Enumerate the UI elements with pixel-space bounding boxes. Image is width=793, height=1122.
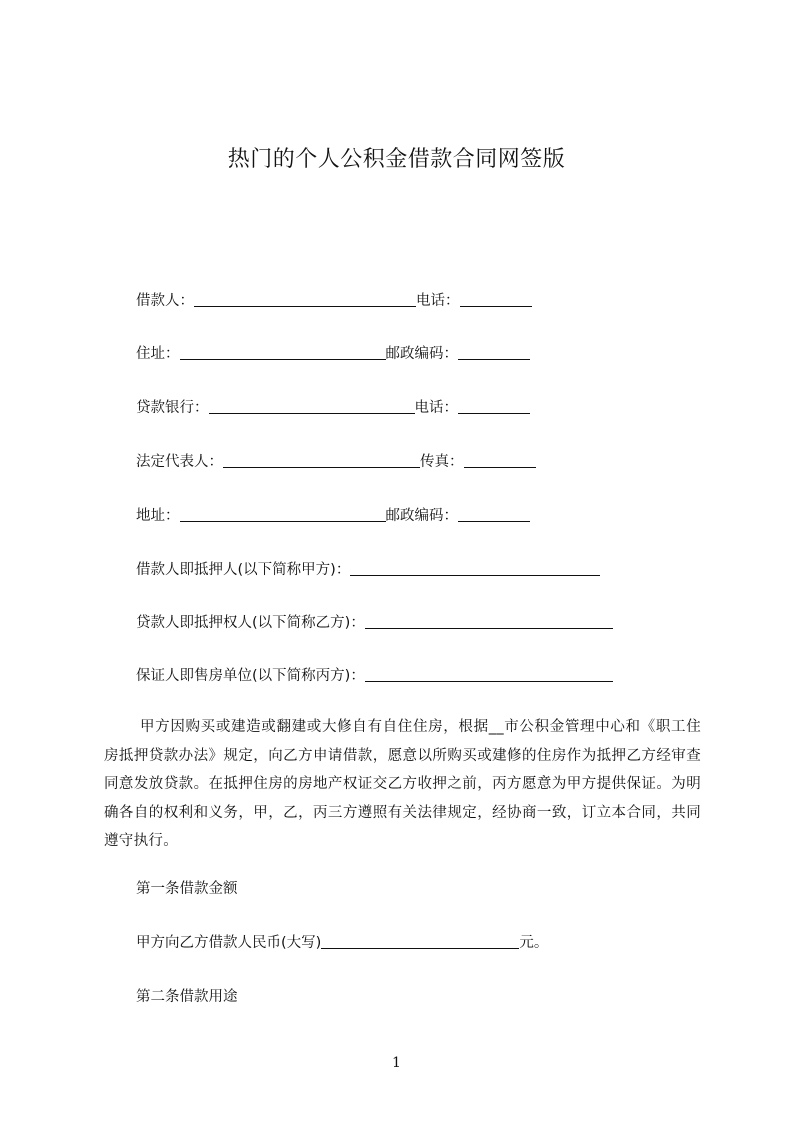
- postcode-label: 邮政编码：: [385, 508, 458, 524]
- borrower-blank: [194, 290, 416, 307]
- address-blank: [180, 505, 386, 522]
- amount-blank: [321, 932, 519, 949]
- lender-bank-row: [136, 397, 530, 419]
- article-2-heading: 第二条借款用途: [136, 989, 238, 1005]
- party-c-blank: [365, 665, 613, 682]
- legal-rep-label: 法定代表人：: [136, 454, 223, 470]
- party-a-blank: [350, 559, 600, 576]
- phone-label: 电话：: [414, 400, 458, 416]
- phone-blank: [458, 397, 530, 414]
- article-1-text-before: 甲方向乙方借款人民币(大写): [136, 935, 322, 951]
- intro-paragraph: 甲方因购买或建造或翻建或大修自有自住住房，根据__市公积金管理中心和《职工住房抵押贷款办法》规定，向乙方申请借款，愿意以所购买或建修的住房作为抵押乙方经审查同意发放贷款。在抵押住房的房地产权证交乙方收押之前，丙方愿意为甲方提供保证。为明确各自的权利和义务，甲，乙，丙三方遵照有关法律规定，经协商一致，订立本合同，共同遵守执行。: [104, 719, 701, 849]
- page-number: 1: [392, 1055, 401, 1071]
- phone-label: 电话：: [416, 293, 460, 309]
- borrower-row: [136, 290, 532, 312]
- article-1-heading: 第一条借款金额: [136, 881, 238, 897]
- party-b-row: [136, 612, 613, 634]
- legal-rep-row: [136, 451, 536, 473]
- address-row: [136, 343, 530, 365]
- postcode-blank: [458, 505, 530, 522]
- phone-blank: [460, 290, 532, 307]
- borrower-label: 借款人：: [136, 293, 194, 309]
- fax-blank: [464, 451, 536, 468]
- article-1-text-row: [136, 932, 548, 954]
- article-1-text-after: 元。: [519, 935, 549, 951]
- party-c-row: [136, 665, 613, 687]
- postcode-label: 邮政编码：: [385, 346, 458, 362]
- party-c-label: 保证人即售房单位(以下简称丙方)：: [136, 668, 365, 684]
- address-label: 住址：: [136, 346, 180, 362]
- legal-rep-blank: [223, 451, 420, 468]
- lender-bank-blank: [209, 397, 415, 414]
- address-blank: [180, 343, 386, 360]
- party-b-blank: [365, 612, 613, 629]
- address-label: 地址：: [136, 508, 180, 524]
- address-2-row: [136, 505, 530, 527]
- party-b-label: 贷款人即抵押权人(以下简称乙方)：: [136, 615, 365, 631]
- party-a-label: 借款人即抵押人(以下简称甲方)：: [136, 562, 351, 578]
- lender-bank-label: 贷款银行：: [136, 400, 209, 416]
- document-title: 热门的个人公积金借款合同网签版: [227, 147, 566, 172]
- postcode-blank: [458, 343, 530, 360]
- party-a-row: [136, 559, 600, 581]
- fax-label: 传真：: [420, 454, 464, 470]
